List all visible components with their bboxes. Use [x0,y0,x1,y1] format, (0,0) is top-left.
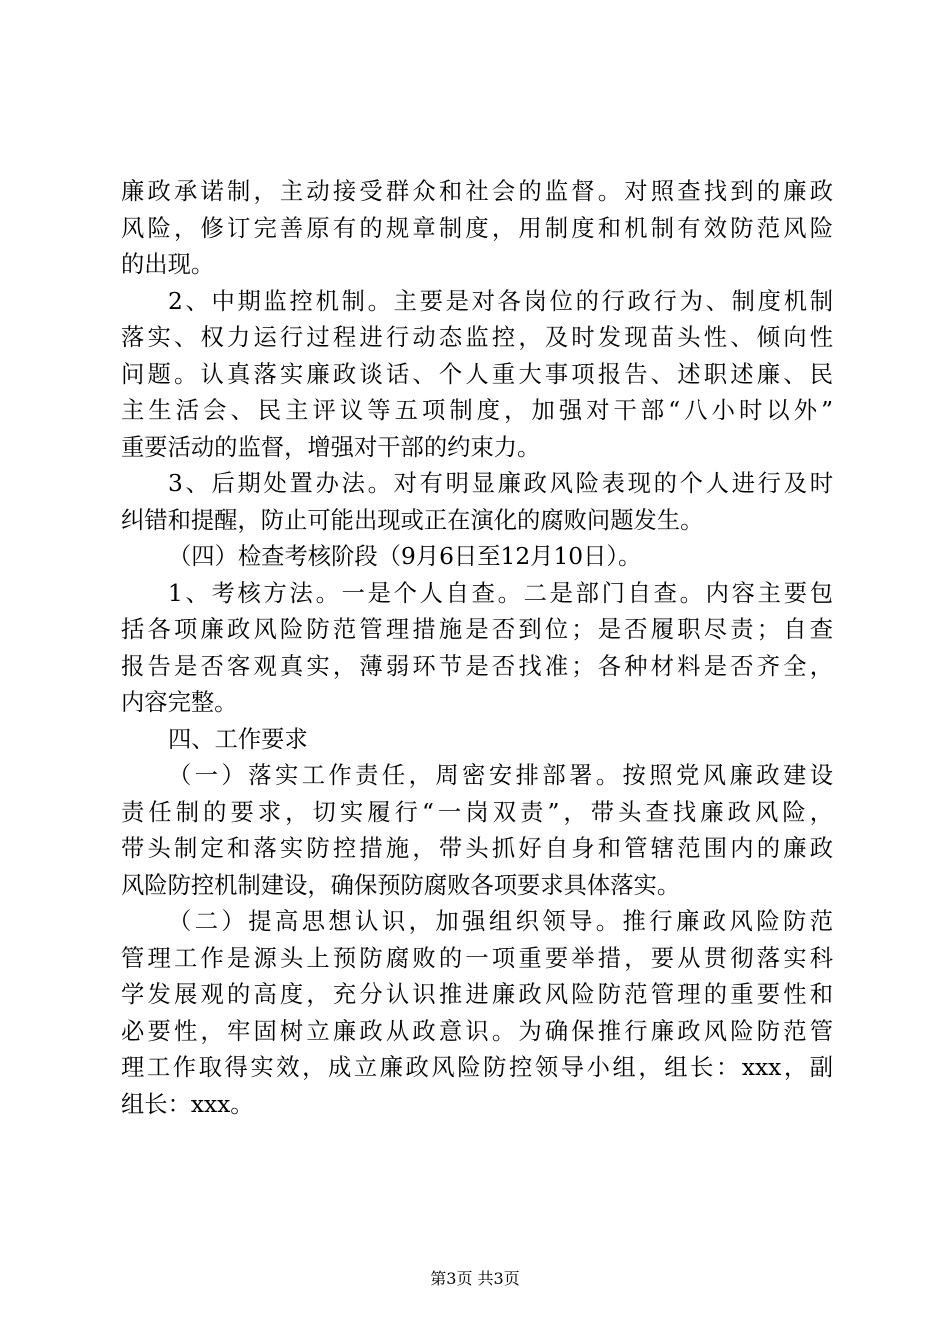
text-line: 3、后期处置办法。对有明显廉政风险表现的个人进行及时 [168,470,833,497]
text-line: 理工作取得实效，成立廉政风险防控领导小组，组长：xxx，副 [121,1054,833,1081]
text-line: 带头制定和落实防控措施，带头抓好自身和管辖范围内的廉政 [121,835,833,862]
text-line: 管理工作是源头上预防腐败的一项重要举措，要从贯彻落实科 [121,944,833,972]
text-line: 风险防控机制建设，确保预防腐败各项要求具体落实。 [121,871,681,899]
text-line: （四）检查考核阶段（9月6日至12月10日）。 [168,543,642,570]
text-line: 四、工作要求 [168,725,308,753]
text-line: 1、考核方法。一是个人自查。二是部门自查。内容主要包 [168,579,833,607]
text-line: 组长：xxx。 [121,1090,254,1118]
text-line: 学发展观的高度，充分认识推进廉政风险防范管理的重要性和 [121,981,833,1008]
text-line: 廉政承诺制，主动接受群众和社会的监督。对照查找到的廉政 [121,178,833,205]
document-body [121,174,833,1123]
text-line: 主生活会、民主评议等五项制度，加强对干部“八小时以外” [121,397,833,424]
text-line: 2、中期监控机制。主要是对各岗位的行政行为、制度机制 [168,287,833,315]
text-line: 报告是否客观真实，薄弱环节是否找准；各种材料是否齐全， [121,652,833,680]
text-line: 括各项廉政风险防范管理措施是否到位；是否履职尽责；自查 [121,616,833,643]
text-line: 的出现。 [121,251,215,278]
text-line: 必要性，牢固树立廉政从政意识。为确保推行廉政风险防范管 [121,1017,833,1045]
text-line: （二）提高思想认识，加强组织领导。推行廉政风险防范 [168,908,833,935]
text-line: 纠错和提醒，防止可能出现或正在演化的腐败问题发生。 [121,506,704,534]
text-line: 责任制的要求，切实履行“一岗双责”，带头查找廉政风险， [121,798,833,826]
text-line: 内容完整。 [121,689,238,716]
page-footer: 第3页 共3页 [430,1269,520,1288]
text-line: 落实、权力运行过程进行动态监控，及时发现苗头性、倾向性 [121,324,833,351]
text-line: 风险，修订完善原有的规章制度，用制度和机制有效防范风险 [121,214,833,242]
text-line: 重要活动的监督，增强对干部的约束力。 [121,433,541,461]
text-line: 问题。认真落实廉政谈话、个人重大事项报告、述职述廉、民 [121,360,833,388]
text-line: （一）落实工作责任，周密安排部署。按照党风廉政建设 [168,762,833,789]
